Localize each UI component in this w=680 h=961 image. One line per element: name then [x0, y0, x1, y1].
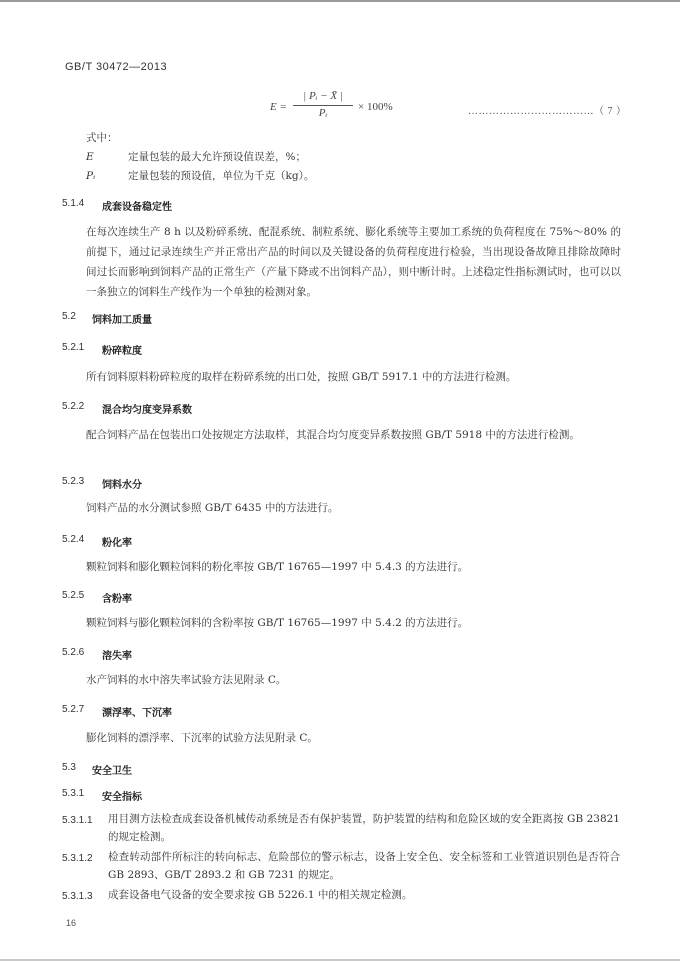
formula-lhs: E =: [270, 101, 287, 113]
section-title-5-2: 饲料加工质量: [92, 315, 152, 326]
section-number-5-2: 5.2: [62, 311, 76, 322]
section-title-5-2-7: 漂浮率、下沉率: [102, 708, 172, 719]
section-number-5-2-1: 5.2.1: [62, 342, 85, 353]
def-symbol-p: Pᵢ: [86, 170, 96, 182]
formula-fraction: [293, 90, 353, 121]
paragraph-5-2-7: 膨化饲料的漂浮率、下沉率的试验方法见附录 C。: [86, 732, 318, 744]
section-number-5-3: 5.3: [62, 762, 76, 773]
formula-denominator: Pᵢ: [318, 107, 328, 119]
clause-number-5-3-1-2: 5.3.1.2: [62, 853, 93, 864]
paragraph-5-2-1: 所有饲料原料粉碎粒度的取样在粉碎系统的出口处，按照 GB/T 5917.1 中的方法进行检测。: [86, 371, 517, 383]
fraction-bar: [293, 105, 353, 106]
paragraph-5-3-1-3: 成套设备电气设备的安全要求按 GB 5226.1 中的相关规定检测。: [108, 889, 413, 901]
section-title-5-2-5: 含粉率: [102, 594, 132, 605]
section-title-5-3-1: 安全指标: [102, 792, 142, 803]
formula-numerator: | Pᵢ − X̄ |: [303, 90, 343, 102]
paragraph-5-3-1-1: 用目测方法检查成套设备机械传动系统是否有保护装置，防护装置的结构和危险区域的安全距离按 GB 23821 的规定检测。: [108, 813, 620, 843]
def-text-e: 定量包装的最大允许预设值误差，%；: [128, 151, 306, 163]
clause-number-5-3-1-3: 5.3.1.3: [62, 891, 93, 902]
section-title-5-2-1: 粉碎粒度: [102, 346, 142, 357]
clause-number-5-3-1-1: 5.3.1.1: [62, 815, 93, 826]
paragraph-5-2-3: 饲料产品的水分测试参照 GB/T 6435 中的方法进行。: [86, 502, 339, 514]
paragraph-5-1-4: 在每次连续生产 8 h 以及粉碎系统、配混系统、制粒系统、膨化系统等主要加工系统的负荷程度在 75%～80% 的前提下，通过记录连续生产并正常出产品的时间以及关键设备的负荷程度进行检验，当出现设备故障且排除故障时间过长而影响到饲料产品的正常生产（产量下降或不出饲料产品），则中断计时。上述稳定性指标测试时，也可以以一条独立的饲料生产线作为一个单独的检测对象。: [86, 226, 621, 298]
section-title-5-2-6: 溶失率: [102, 651, 132, 662]
section-number-5-2-3: 5.2.3: [62, 476, 85, 487]
def-symbol-e: E: [86, 151, 94, 163]
section-number-5-1-4: 5.1.4: [62, 198, 85, 209]
section-number-5-2-4: 5.2.4: [62, 534, 85, 545]
section-title-5-2-2: 混合均匀度变异系数: [102, 405, 192, 416]
paragraph-5-2-5: 颗粒饲料与膨化颗粒饲料的含粉率按 GB/T 16765—1997 中 5.4.2 的方法进行。: [86, 617, 469, 629]
standard-code-header: GB/T 30472—2013: [65, 61, 168, 73]
section-number-5-2-6: 5.2.6: [62, 647, 85, 658]
page-top-edge: [0, 0, 680, 2]
paragraph-5-2-2: 配合饲料产品在包装出口处按规定方法取样，其混合均匀度变异系数按照 GB/T 5918 中的方法进行检测。: [86, 429, 580, 441]
section-title-5-1-4: 成套设备稳定性: [102, 202, 172, 213]
section-number-5-2-5: 5.2.5: [62, 590, 85, 601]
where-label: 式中：: [86, 132, 118, 144]
section-number-5-2-2: 5.2.2: [62, 401, 85, 412]
equation-number: ………………………………（ 7 ）: [468, 106, 627, 117]
paragraph-5-2-4: 颗粒饲料和膨化颗粒饲料的粉化率按 GB/T 16765—1997 中 5.4.3 的方法进行。: [86, 561, 469, 573]
formula-rhs: × 100%: [358, 101, 393, 113]
section-title-5-2-3: 饲料水分: [102, 480, 142, 491]
section-number-5-2-7: 5.2.7: [62, 704, 85, 715]
error-formula: [270, 88, 430, 128]
section-number-5-3-1: 5.3.1: [62, 788, 85, 799]
section-title-5-3: 安全卫生: [92, 766, 132, 777]
paragraph-5-2-6: 水产饲料的水中溶失率试验方法见附录 C。: [86, 674, 287, 686]
def-text-p: 定量包装的预设值，单位为千克（kg）。: [128, 170, 315, 182]
section-title-5-2-4: 粉化率: [102, 538, 132, 549]
paragraph-5-3-1-2: 检查转动部件所标注的转向标志、危险部位的警示标志，设备上安全色、安全标签和工业管道识别色是否符合 GB 2893、GB/T 2893.2 和 GB 7231 的规定。: [108, 851, 620, 881]
page-number: 16: [66, 918, 77, 928]
